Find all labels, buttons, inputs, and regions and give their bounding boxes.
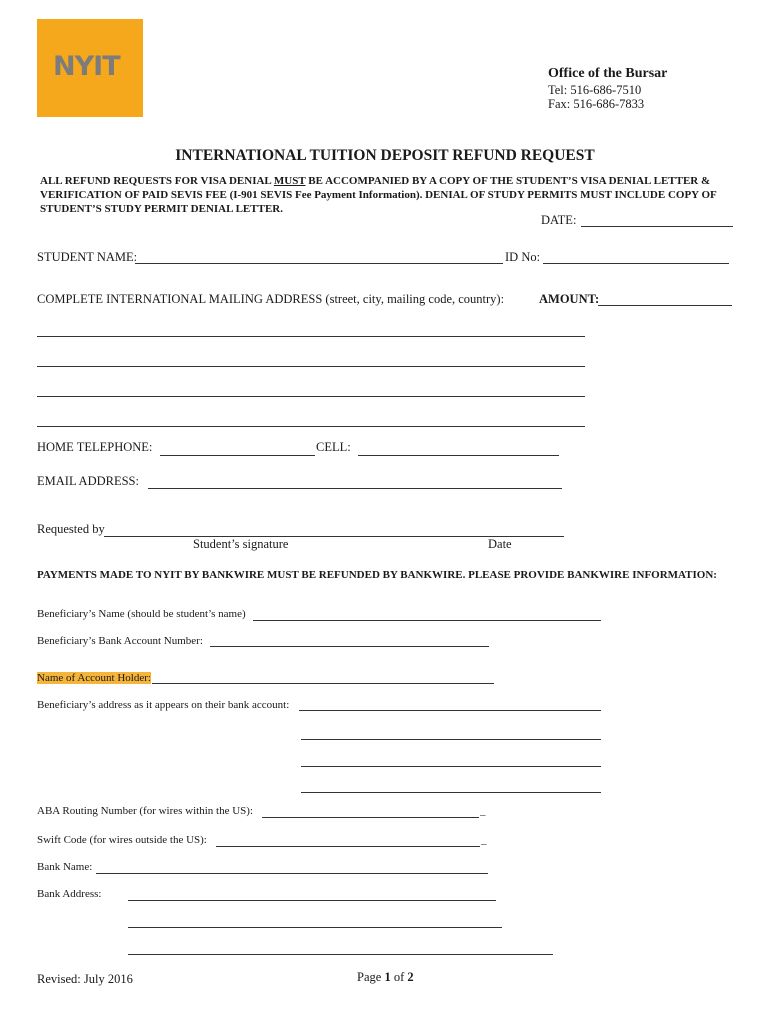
address-line-1[interactable] <box>37 336 585 337</box>
account-number-label: Beneficiary’s Bank Account Number: <box>37 635 203 647</box>
form-title: INTERNATIONAL TUITION DEPOSIT REFUND REQUEST <box>175 147 595 164</box>
student-name-field[interactable] <box>135 263 503 264</box>
swift-code-field[interactable] <box>216 846 480 847</box>
account-holder-label <box>37 672 151 684</box>
cell-field[interactable] <box>358 455 559 456</box>
amount-field[interactable] <box>598 305 732 306</box>
date-label: DATE: <box>541 213 577 227</box>
bank-address-line-1[interactable] <box>128 900 496 901</box>
page-current: 1 <box>384 970 391 984</box>
account-number-field[interactable] <box>210 646 489 647</box>
notice-must: MUST <box>273 175 306 187</box>
address-line-4[interactable] <box>37 426 585 427</box>
office-fax: Fax: 516-686-7833 <box>548 97 645 111</box>
page-total: 2 <box>407 970 414 984</box>
account-holder-highlight: Name of Account Holder: <box>37 672 151 684</box>
account-holder-field[interactable] <box>152 683 494 684</box>
logo-text: NYIT <box>53 51 120 82</box>
address-label: COMPLETE INTERNATIONAL MAILING ADDRESS (street, city, mailing code, country): <box>37 292 505 306</box>
page-number <box>357 970 414 985</box>
beneficiary-address-line-1[interactable] <box>299 710 601 711</box>
aba-routing-field[interactable] <box>262 817 479 818</box>
page-of: of <box>390 970 408 984</box>
beneficiary-address-line-4[interactable] <box>301 792 601 793</box>
cell-label: CELL: <box>316 440 351 454</box>
bank-address-line-3[interactable] <box>128 954 553 955</box>
home-telephone-field[interactable] <box>160 455 315 456</box>
notice-part1: ALL REFUND REQUESTS FOR VISA DENIAL <box>40 175 274 187</box>
office-name: Office of the Bursar <box>548 66 668 81</box>
beneficiary-address-line-2[interactable] <box>301 739 601 740</box>
email-field[interactable] <box>148 488 562 489</box>
id-no-label: ID No: <box>505 250 541 264</box>
bank-address-label: Bank Address: <box>37 888 102 900</box>
requested-by-label: Requested by <box>37 522 105 536</box>
bank-name-label: Bank Name: <box>37 861 93 873</box>
swift-suffix: _ <box>481 834 487 846</box>
student-name-label: STUDENT NAME: <box>37 250 138 264</box>
signature-caption: Student’s signature <box>193 537 289 551</box>
office-tel: Tel: 516-686-7510 <box>548 83 642 97</box>
beneficiary-name-label: Beneficiary’s Name (should be student’s name) <box>37 608 246 620</box>
notice-part2: BE ACCOMPANIED BY A COPY OF THE STUDENT’S VISA DENIAL LETTER & VERIFICATION OF PAID SEVIS FEE (I-901 SEVIS Fee Payment Information). DENIAL OF STUDY PERMITS MUST INCLUDE COPY OF STUDENT’S STUDY PERMIT DENIAL LETTER. <box>40 175 717 215</box>
revised-date: Revised: July 2016 <box>37 972 133 986</box>
page-prefix: Page <box>357 970 385 984</box>
swift-code-label: Swift Code (for wires outside the US): <box>37 834 207 846</box>
bankwire-notice: PAYMENTS MADE TO NYIT BY BANKWIRE MUST BE REFUNDED BY BANKWIRE. PLEASE PROVIDE BANKWIRE INFORMATION: <box>37 569 717 581</box>
address-line-3[interactable] <box>37 396 585 397</box>
beneficiary-address-label: Beneficiary’s address as it appears on their bank account: <box>37 699 290 711</box>
aba-routing-label: ABA Routing Number (for wires within the US): <box>37 805 254 817</box>
home-telephone-label: HOME TELEPHONE: <box>37 440 153 454</box>
beneficiary-address-line-3[interactable] <box>301 766 601 767</box>
nyit-logo <box>37 19 143 117</box>
date-field[interactable] <box>581 226 733 227</box>
amount-label: AMOUNT: <box>539 292 600 306</box>
aba-suffix: _ <box>480 805 486 817</box>
beneficiary-name-field[interactable] <box>253 620 601 621</box>
visa-denial-notice <box>40 174 740 216</box>
bank-name-field[interactable] <box>96 873 488 874</box>
email-label: EMAIL ADDRESS: <box>37 474 139 488</box>
address-line-2[interactable] <box>37 366 585 367</box>
bank-address-line-2[interactable] <box>128 927 502 928</box>
date-caption: Date <box>488 537 512 551</box>
id-no-field[interactable] <box>543 263 729 264</box>
